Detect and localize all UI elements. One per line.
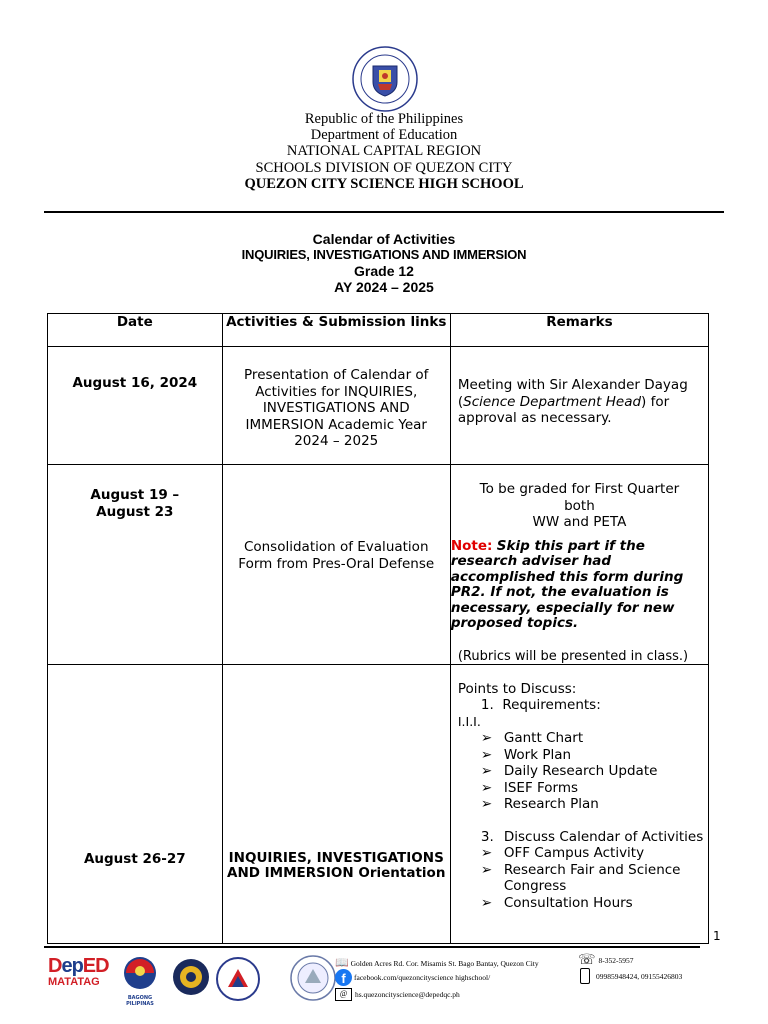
footer-email-row bbox=[335, 988, 460, 1001]
item-number: 1. bbox=[480, 697, 494, 713]
requirements-list bbox=[451, 730, 708, 813]
header-line-republic: Republic of the Philippines bbox=[304, 111, 464, 127]
footer-facebook: facebook.com/quezoncityscience highschool/ bbox=[354, 973, 491, 982]
page-number: 1 bbox=[713, 929, 721, 943]
bagong-pilipinas-logo bbox=[118, 955, 162, 1007]
phone-icon: ☏ bbox=[578, 953, 596, 968]
list-item-label: Research Fair and Science Congress bbox=[503, 861, 681, 894]
row1-remarks bbox=[451, 377, 708, 427]
row2-activity-cell bbox=[222, 465, 450, 665]
header-date: Date bbox=[48, 314, 223, 347]
row3-date-cell bbox=[48, 664, 223, 943]
bagong-pilipinas-text: BAGONG PILIPINAS bbox=[126, 995, 154, 1007]
row3-activity-cell bbox=[222, 664, 450, 943]
row2-activity: Consolidation of Evaluation Form from Pres-Oral Defense bbox=[238, 539, 435, 572]
row2-date: August 19 – August 23 bbox=[90, 487, 180, 520]
note-text: Skip this part if the research adviser had accomplished this form during PR2. If not, the evaluation is necessary, especially for new proposed topics. bbox=[450, 537, 684, 631]
header-activities: Activities & Submission links bbox=[222, 314, 450, 347]
row3-date: August 26-27 bbox=[83, 850, 186, 867]
item-label: Discuss Calendar of Activities bbox=[503, 828, 704, 845]
table-row bbox=[48, 664, 709, 943]
remarks-line: both bbox=[564, 497, 595, 514]
row2-remarks-cell bbox=[450, 465, 708, 665]
letterhead bbox=[0, 111, 768, 192]
arrow-bullet-icon: ➢ bbox=[480, 763, 493, 779]
arrow-bullet-icon: ➢ bbox=[480, 796, 493, 812]
row1-date-cell bbox=[48, 347, 223, 465]
discuss-list bbox=[451, 845, 708, 911]
document-title bbox=[0, 231, 768, 295]
header-line-region: NATIONAL CAPITAL REGION bbox=[286, 143, 482, 160]
arrow-bullet-icon: ➢ bbox=[480, 861, 493, 878]
list-item bbox=[451, 780, 708, 797]
note-label: Note: bbox=[450, 537, 493, 554]
footer-mobile-row bbox=[580, 968, 682, 984]
footer-mobile: 09985948424, 09155426803 bbox=[596, 971, 683, 981]
row3-remarks-cell bbox=[450, 664, 708, 943]
activities-table bbox=[47, 313, 709, 944]
list-item-label: ISEF Forms bbox=[503, 779, 579, 796]
title-line-subject: INQUIRIES, INVESTIGATIONS AND IMMERSION bbox=[241, 247, 527, 262]
list-item bbox=[451, 862, 708, 895]
facebook-icon: f bbox=[335, 969, 352, 986]
table-row bbox=[48, 347, 709, 465]
title-line-calendar: Calendar of Activities bbox=[312, 231, 456, 247]
footer-divider bbox=[44, 946, 700, 948]
row2-date-cell bbox=[48, 465, 223, 665]
remarks-italic: Science Department Head bbox=[463, 393, 642, 410]
row1-activity-cell bbox=[222, 347, 450, 465]
header-divider bbox=[44, 211, 724, 213]
footer-phone: 8-352-5957 bbox=[598, 956, 634, 965]
footer-phone-row bbox=[578, 952, 634, 969]
list-item-label: OFF Campus Activity bbox=[503, 845, 645, 861]
footer-facebook-row bbox=[335, 969, 490, 986]
row2-rubrics: (Rubrics will be presented in class.) bbox=[457, 648, 689, 664]
school-seal-icon bbox=[216, 957, 260, 1005]
list-item bbox=[451, 796, 708, 813]
list-item-label: Research Plan bbox=[503, 796, 599, 812]
points-label: Points to Discuss: bbox=[457, 680, 577, 697]
arrow-bullet-icon: ➢ bbox=[480, 730, 493, 746]
arrow-bullet-icon: ➢ bbox=[480, 845, 493, 861]
division-seal-icon bbox=[172, 958, 210, 1000]
title-line-ay: AY 2024 – 2025 bbox=[334, 279, 434, 295]
iii-label: I.I.I. bbox=[457, 713, 481, 729]
list-item bbox=[451, 730, 708, 747]
table-row bbox=[48, 465, 709, 665]
list-item-label: Daily Research Update bbox=[503, 763, 658, 779]
deped-seal-logo bbox=[352, 46, 418, 112]
deped-wordmark: DepED bbox=[48, 955, 109, 977]
list-item bbox=[451, 747, 708, 764]
header-line-department: Department of Education bbox=[310, 127, 458, 144]
arrow-bullet-icon: ➢ bbox=[480, 746, 493, 763]
list-item bbox=[451, 895, 708, 912]
row1-activity: Presentation of Calendar of Activities for INQUIRIES, INVESTIGATIONS AND IMMERSION Academic Year 2024 – 2025 bbox=[244, 367, 429, 449]
header-remarks: Remarks bbox=[450, 314, 708, 347]
row2-note bbox=[451, 539, 708, 632]
footer-email: hs.quezoncityscience@depedqc.ph bbox=[355, 990, 460, 999]
row1-remarks-cell bbox=[450, 347, 708, 465]
list-item bbox=[451, 845, 708, 862]
remarks-line: To be graded for First Quarter bbox=[479, 481, 680, 497]
item-number: 3. bbox=[480, 828, 494, 845]
book-icon: 📖 bbox=[335, 957, 349, 969]
list-item-label: Consultation Hours bbox=[503, 894, 633, 911]
footer-address-row bbox=[335, 956, 539, 969]
list-item-label: Gantt Chart bbox=[503, 730, 584, 746]
row1-date: August 16, 2024 bbox=[72, 375, 198, 391]
mobile-icon bbox=[580, 968, 590, 984]
footer-address: Golden Acres Rd. Cor. Misamis St. Bago Bantay, Quezon City bbox=[350, 959, 539, 968]
discuss-item bbox=[451, 829, 708, 846]
header-line-division: SCHOOLS DIVISION OF QUEZON CITY bbox=[255, 159, 513, 176]
remarks-text-end: ) for approval as necessary. bbox=[457, 393, 670, 426]
header-line-school: QUEZON CITY SCIENCE HIGH SCHOOL bbox=[244, 175, 524, 192]
deped-matatag-logo bbox=[48, 955, 112, 1001]
arrow-bullet-icon: ➢ bbox=[480, 894, 493, 911]
qcshs-seal-icon bbox=[290, 955, 336, 1005]
table-header-row bbox=[48, 314, 709, 347]
list-item-label: Work Plan bbox=[503, 746, 572, 763]
title-line-grade: Grade 12 bbox=[354, 263, 414, 279]
row3-activity: INQUIRIES, INVESTIGATIONS AND IMMERSION Orientation bbox=[227, 849, 446, 881]
email-icon: @ bbox=[335, 988, 352, 1001]
item-label: Requirements: bbox=[502, 697, 601, 713]
arrow-bullet-icon: ➢ bbox=[480, 779, 493, 796]
remarks-text: Meeting with Sir Alexander Dayag ( bbox=[457, 377, 688, 410]
row2-remarks-graded bbox=[451, 481, 708, 531]
remarks-line: WW and PETA bbox=[532, 514, 627, 530]
requirements-item bbox=[451, 697, 708, 714]
list-item bbox=[451, 763, 708, 780]
matatag-wordmark: MATATAG bbox=[48, 976, 100, 988]
